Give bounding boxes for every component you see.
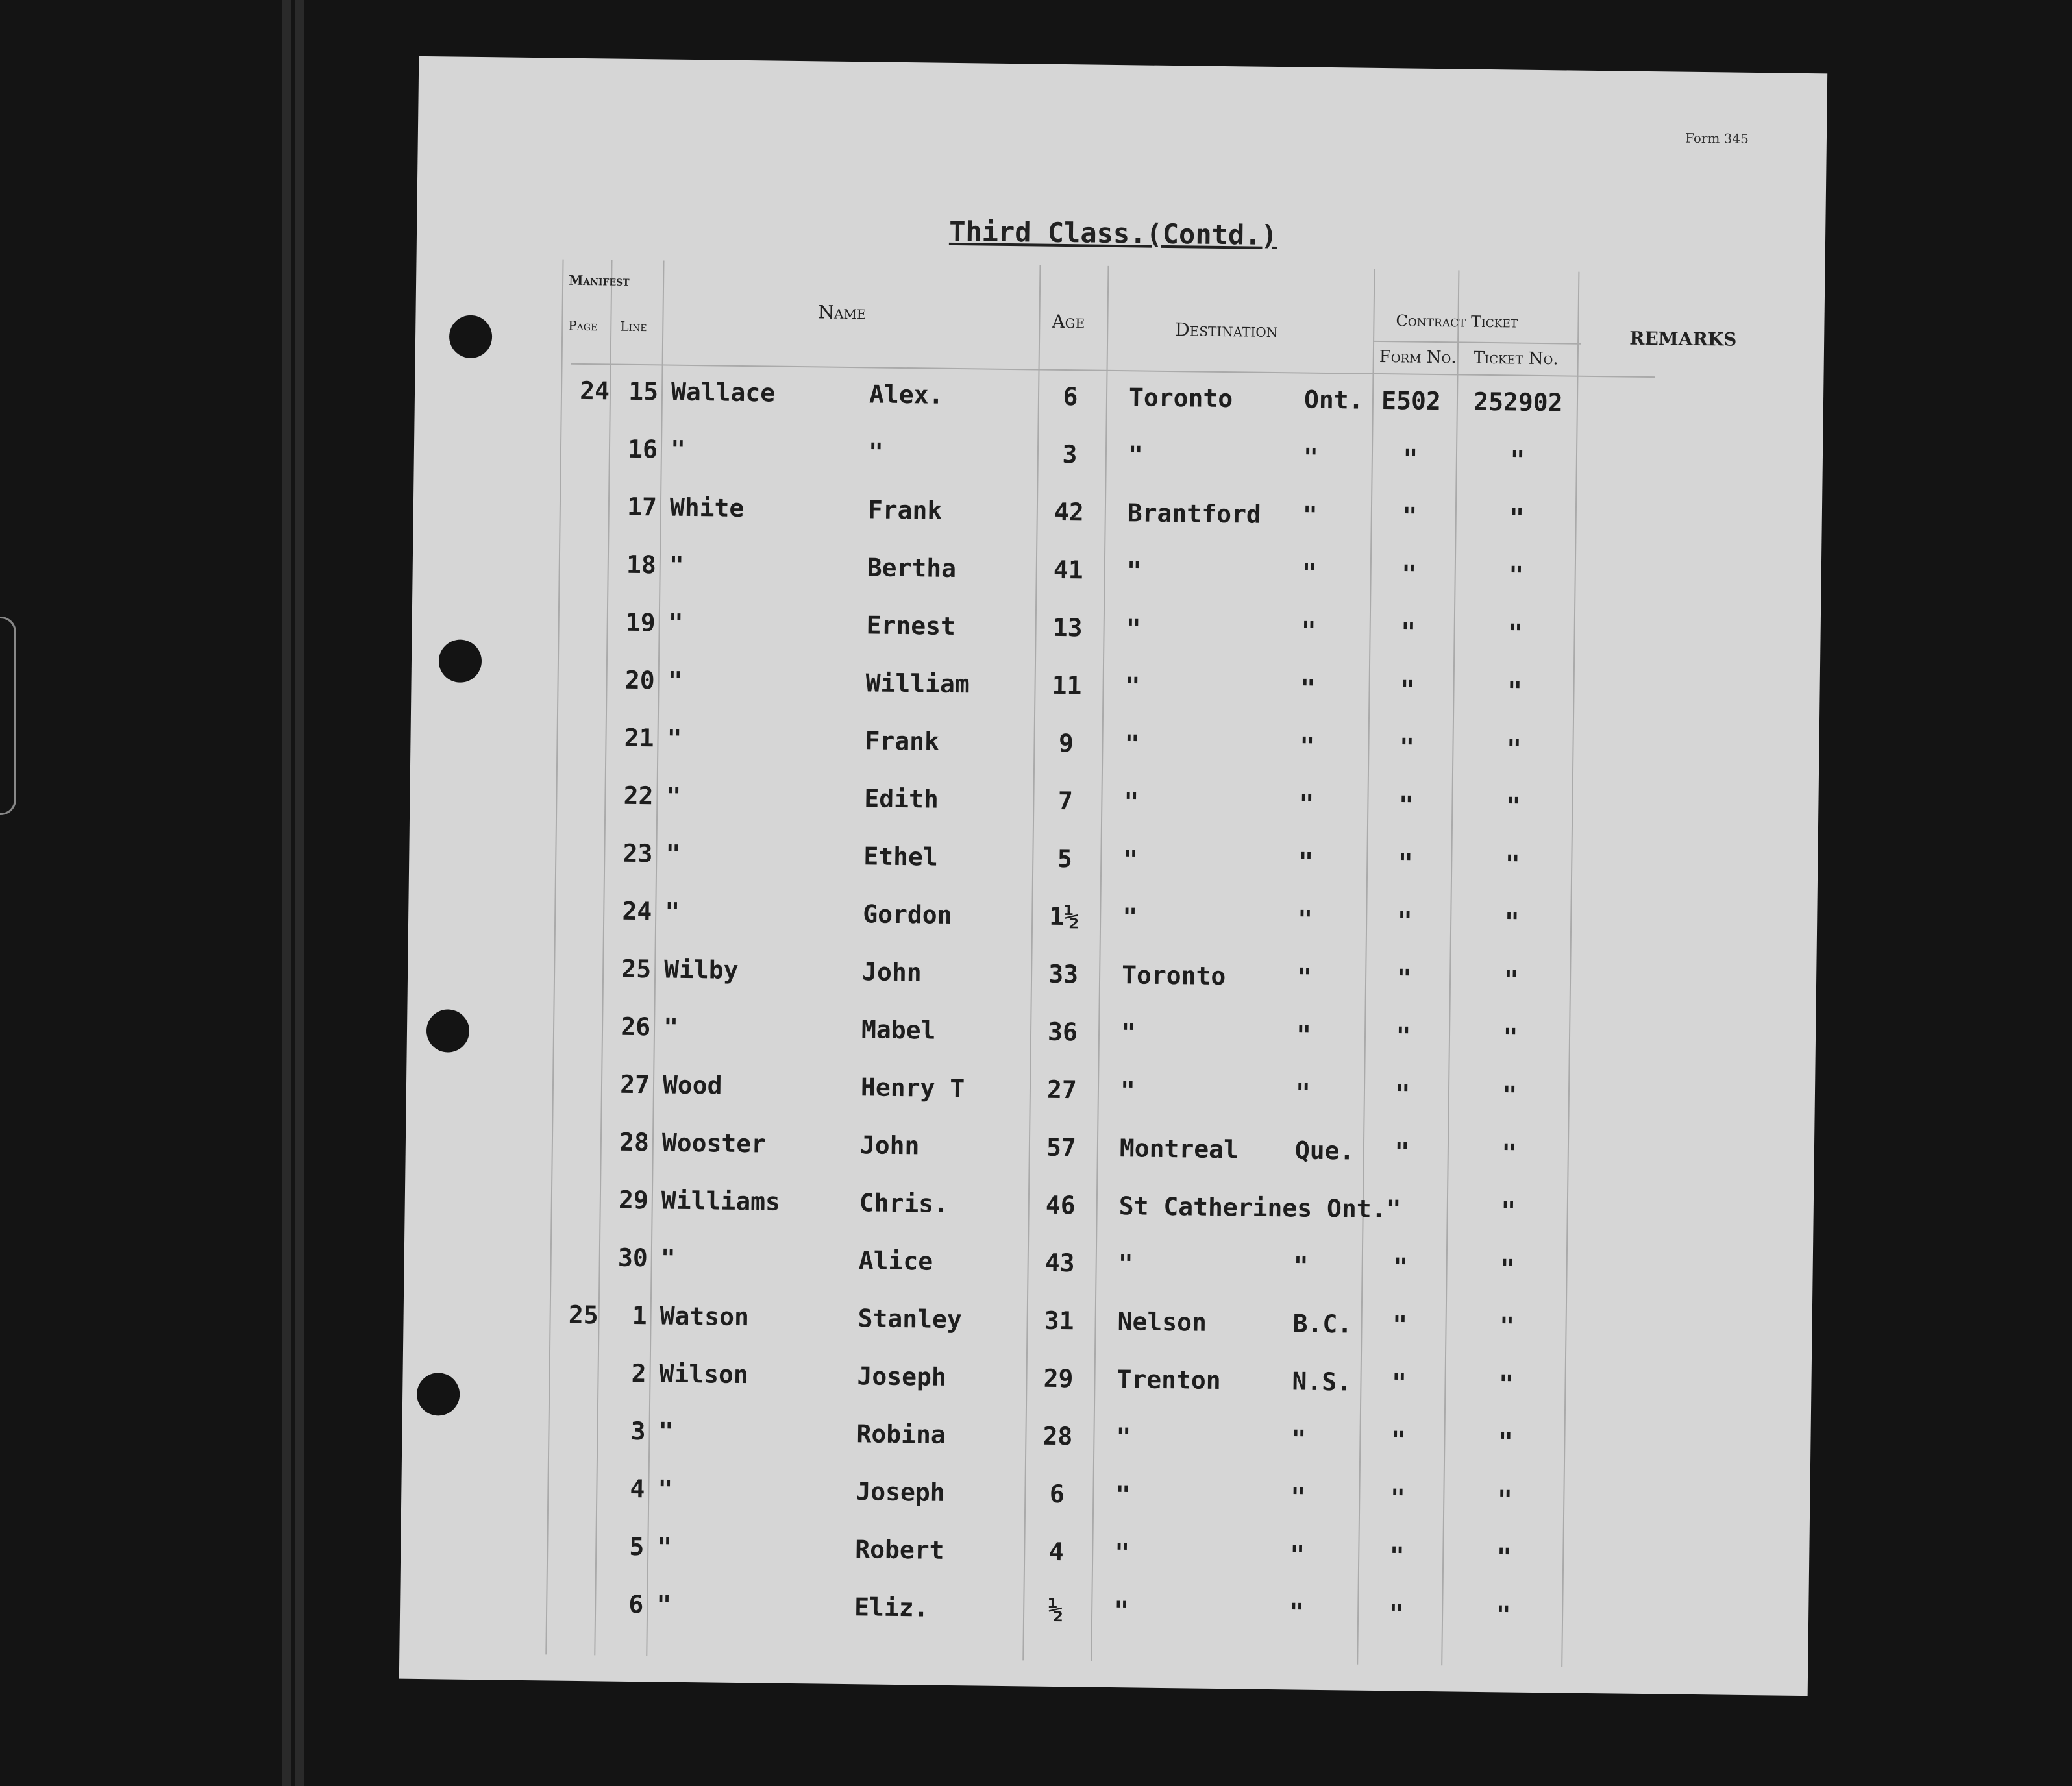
- cell-form: ": [1388, 1599, 1404, 1628]
- cell-ticket: ": [1499, 1312, 1515, 1341]
- cell-ticket: ": [1506, 734, 1522, 763]
- cell-form: ": [1389, 1541, 1405, 1571]
- film-edge-tab: [0, 617, 16, 815]
- film-strip-edge: [295, 0, 304, 1786]
- cell-given: Chris.: [859, 1188, 949, 1218]
- cell-prov: ": [1296, 962, 1313, 992]
- cell-dest: ": [1123, 845, 1139, 874]
- cell-surname: ": [663, 1012, 679, 1042]
- cell-ticket: ": [1508, 561, 1524, 590]
- cell-page: [551, 1473, 597, 1474]
- header-form-no: Form No.: [1379, 347, 1457, 368]
- cell-prov: ": [1300, 674, 1316, 703]
- header-page: Page: [568, 317, 598, 334]
- cell-line: 16: [627, 434, 658, 464]
- cell-given: Mabel: [861, 1015, 936, 1045]
- cell-prov: ": [1291, 1425, 1307, 1454]
- cell-dest: ": [1122, 903, 1138, 932]
- cell-dest: Brantford: [1127, 498, 1261, 529]
- cell-age: 41: [1053, 555, 1083, 585]
- cell-prov: N.S.: [1292, 1367, 1352, 1397]
- cell-page: 24: [580, 376, 610, 406]
- cell-ticket: ": [1496, 1600, 1511, 1630]
- cell-form: ": [1390, 1426, 1407, 1455]
- cell-dest: ": [1126, 556, 1142, 585]
- cell-surname: Wooster: [661, 1128, 767, 1158]
- cell-prov: ": [1301, 558, 1317, 587]
- header-contract-ticket: Contract Ticket: [1396, 312, 1518, 332]
- cell-surname: Watson: [660, 1301, 750, 1332]
- cell-prov: ": [1297, 905, 1313, 934]
- manifest-page: [399, 56, 1827, 1696]
- cell-surname: Wallace: [671, 377, 776, 408]
- cell-dest: ": [1118, 1249, 1133, 1278]
- cell-ticket: ": [1509, 503, 1525, 532]
- cell-prov: ": [1290, 1482, 1306, 1511]
- cell-prov: ": [1303, 443, 1319, 472]
- cell-surname: ": [656, 1590, 672, 1619]
- cell-ticket: ": [1501, 1138, 1517, 1168]
- cell-page: [552, 1415, 597, 1416]
- cell-line: 18: [626, 550, 657, 580]
- cell-line: 1: [632, 1301, 647, 1330]
- cell-ticket: ": [1502, 1081, 1518, 1110]
- cell-surname: ": [668, 608, 684, 637]
- cell-dest: St Catherines Ont.": [1118, 1192, 1401, 1224]
- cell-given: Joseph: [856, 1477, 945, 1507]
- cell-line: 23: [623, 838, 653, 868]
- cell-dest: ": [1115, 1538, 1130, 1567]
- cell-prov: ": [1302, 500, 1318, 530]
- cell-dest: ": [1124, 729, 1140, 759]
- cell-line: 19: [625, 607, 656, 637]
- cell-given: Ernest: [866, 611, 956, 641]
- cell-age: 6: [1063, 382, 1078, 411]
- cell-dest: Nelson: [1117, 1307, 1207, 1337]
- cell-line: 3: [630, 1416, 646, 1446]
- cell-ticket: ": [1505, 792, 1522, 821]
- cell-age: 11: [1052, 670, 1082, 700]
- cell-ticket: ": [1501, 1196, 1516, 1225]
- cell-surname: ": [667, 724, 682, 753]
- cell-ticket: ": [1498, 1427, 1514, 1456]
- passenger-list: [399, 374, 1823, 1662]
- header-line: Line: [620, 318, 647, 335]
- film-strip-edge: [282, 0, 291, 1786]
- cell-given: Ethel: [863, 842, 938, 872]
- cell-given: ": [868, 437, 884, 467]
- cell-dest: ": [1120, 1018, 1137, 1047]
- cell-page: [561, 607, 607, 608]
- cell-given: Frank: [867, 495, 943, 525]
- cell-surname: ": [666, 781, 682, 811]
- header-manifest: Manifest: [569, 272, 630, 289]
- cell-form: ": [1398, 848, 1413, 877]
- cell-line: 5: [629, 1532, 645, 1561]
- cell-given: Henry T: [860, 1073, 965, 1103]
- cell-ticket: ": [1505, 850, 1520, 879]
- cell-given: William: [865, 668, 970, 699]
- cell-dest: ": [1120, 1076, 1136, 1105]
- cell-age: 46: [1045, 1190, 1076, 1220]
- cell-dest: ": [1126, 614, 1141, 643]
- cell-dest: ": [1124, 787, 1139, 816]
- cell-age: 36: [1047, 1017, 1078, 1047]
- cell-form: ": [1399, 733, 1415, 762]
- cell-age: 1½: [1049, 901, 1079, 931]
- cell-given: Robert: [855, 1535, 944, 1565]
- cell-surname: ": [670, 435, 686, 464]
- cell-age: 7: [1057, 786, 1074, 816]
- cell-given: Robina: [856, 1419, 946, 1449]
- cell-ticket: ": [1498, 1369, 1514, 1399]
- cell-form: ": [1401, 559, 1417, 589]
- cell-prov: B.C.: [1292, 1309, 1353, 1339]
- form-number: Form 345: [1684, 130, 1749, 147]
- cell-form: ": [1400, 675, 1416, 704]
- cell-surname: ": [660, 1243, 676, 1273]
- cell-prov: ": [1299, 789, 1314, 818]
- cell-given: Gordon: [862, 899, 952, 929]
- cell-page: [559, 838, 604, 839]
- cell-form: ": [1395, 1079, 1411, 1108]
- cell-form: ": [1403, 444, 1418, 473]
- cell-page: [561, 665, 606, 666]
- cell-given: Edith: [864, 784, 939, 814]
- cell-line: 15: [628, 376, 659, 406]
- cell-form: ": [1402, 502, 1418, 531]
- cell-surname: ": [665, 897, 680, 926]
- cell-page: [550, 1531, 596, 1532]
- cell-age: 5: [1057, 844, 1073, 874]
- cell-given: Joseph: [857, 1362, 947, 1391]
- cell-age: 28: [1042, 1421, 1073, 1451]
- cell-ticket: ": [1504, 907, 1520, 936]
- cell-age: 6: [1049, 1479, 1065, 1509]
- cell-line: 21: [624, 723, 654, 753]
- cell-dest: Trenton: [1116, 1365, 1221, 1395]
- cell-ticket: ": [1497, 1485, 1513, 1514]
- cell-given: Bertha: [867, 553, 957, 583]
- cell-line: 26: [621, 1012, 651, 1042]
- cell-dest: ": [1116, 1423, 1131, 1452]
- cell-surname: White: [669, 493, 745, 523]
- cell-line: 22: [623, 781, 654, 811]
- cell-surname: Wood: [662, 1070, 722, 1100]
- cell-prov: ": [1289, 1540, 1305, 1569]
- cell-line: 6: [628, 1589, 644, 1619]
- cell-form: ": [1391, 1368, 1407, 1397]
- cell-form: ": [1398, 790, 1414, 820]
- cell-given: Alice: [858, 1246, 933, 1276]
- cell-dest: Toronto: [1128, 383, 1233, 413]
- cell-line: 29: [618, 1185, 649, 1215]
- cell-ticket: ": [1496, 1543, 1512, 1572]
- cell-surname: Wilson: [659, 1359, 749, 1389]
- cell-age: 57: [1046, 1132, 1077, 1162]
- cell-prov: Que.: [1294, 1136, 1355, 1166]
- cell-form: ": [1392, 1310, 1408, 1340]
- cell-prov: ": [1301, 616, 1316, 645]
- cell-age: 42: [1054, 497, 1084, 527]
- cell-prov: ": [1289, 1598, 1305, 1627]
- cell-ticket: ": [1503, 1023, 1518, 1052]
- cell-given: John: [859, 1131, 920, 1160]
- cell-page: [563, 434, 609, 435]
- cell-surname: ": [657, 1532, 672, 1561]
- cell-page: [563, 492, 608, 493]
- cell-prov: ": [1293, 1251, 1309, 1280]
- header-rule: [1373, 341, 1581, 345]
- cell-dest: Toronto: [1121, 960, 1226, 991]
- cell-ticket: ": [1507, 676, 1523, 705]
- cell-form: ": [1392, 1253, 1409, 1282]
- cell-line: 25: [621, 954, 652, 984]
- cell-ticket: ": [1510, 445, 1525, 474]
- cell-given: Frank: [865, 726, 940, 756]
- cell-age: 13: [1052, 613, 1083, 642]
- cell-prov: ": [1295, 1078, 1311, 1107]
- cell-surname: ": [665, 839, 681, 868]
- cell-dest: ": [1125, 672, 1141, 701]
- cell-line: 17: [626, 492, 658, 522]
- cell-line: 20: [624, 665, 655, 695]
- header-age: Age: [1052, 310, 1085, 333]
- cell-age: 27: [1046, 1075, 1078, 1105]
- cell-form: E502: [1381, 385, 1441, 416]
- cell-dest: ": [1128, 441, 1144, 470]
- cell-ticket: 252902: [1474, 387, 1563, 417]
- cell-ticket: ": [1507, 618, 1523, 648]
- cell-dest: ": [1113, 1596, 1129, 1625]
- header-name: Name: [818, 301, 867, 324]
- cell-form: ": [1390, 1484, 1406, 1513]
- header-destination: Destination: [1175, 319, 1278, 342]
- cell-age: 4: [1048, 1537, 1064, 1567]
- cell-age: 43: [1044, 1248, 1075, 1278]
- cell-page: [554, 1185, 600, 1186]
- cell-age: 31: [1044, 1306, 1074, 1336]
- cell-given: John: [861, 957, 922, 987]
- cell-line: 27: [619, 1070, 650, 1099]
- cell-surname: ": [658, 1417, 674, 1446]
- header-remarks: REMARKS: [1629, 327, 1737, 350]
- cell-surname: Williams: [661, 1186, 781, 1216]
- cell-given: Eliz.: [854, 1593, 929, 1622]
- cell-age: 33: [1048, 959, 1079, 989]
- cell-page: 25: [568, 1300, 598, 1330]
- cell-prov: ": [1300, 731, 1315, 761]
- cell-age: 9: [1058, 728, 1074, 758]
- cell-line: 4: [630, 1474, 645, 1504]
- cell-surname: ": [667, 666, 683, 695]
- cell-ticket: ": [1499, 1254, 1516, 1283]
- cell-age: 3: [1062, 439, 1078, 469]
- cell-line: 28: [619, 1127, 650, 1157]
- cell-page: [557, 954, 602, 955]
- cell-form: ": [1396, 964, 1412, 993]
- cell-surname: ": [669, 550, 684, 580]
- cell-age: ½: [1048, 1595, 1063, 1624]
- cell-page: [555, 1127, 600, 1128]
- cell-line: 24: [622, 896, 652, 926]
- cell-ticket: ": [1503, 965, 1519, 994]
- punch-hole: [449, 315, 493, 358]
- cell-surname: ": [658, 1474, 673, 1504]
- cell-prov: Ont.: [1303, 385, 1364, 415]
- cell-given: Alex.: [869, 380, 944, 410]
- cell-form: ": [1400, 617, 1416, 646]
- cell-prov: ": [1296, 1020, 1312, 1049]
- cell-form: ": [1394, 1137, 1410, 1166]
- cell-page: [560, 723, 606, 724]
- cell-given: Stanley: [857, 1304, 963, 1334]
- page-title: Third Class.(Contd.): [948, 215, 1278, 252]
- cell-dest: ": [1115, 1480, 1131, 1510]
- cell-age: 29: [1043, 1364, 1074, 1393]
- cell-prov: ": [1298, 847, 1314, 876]
- cell-page: [558, 896, 604, 897]
- cell-dest: Montreal: [1119, 1134, 1239, 1164]
- cell-line: 2: [631, 1358, 647, 1388]
- header-ticket-no: Ticket No.: [1473, 348, 1559, 369]
- cell-form: ": [1396, 1021, 1411, 1051]
- cell-form: ": [1397, 906, 1412, 935]
- cell-surname: Wilby: [663, 955, 739, 985]
- cell-line: 30: [617, 1243, 648, 1273]
